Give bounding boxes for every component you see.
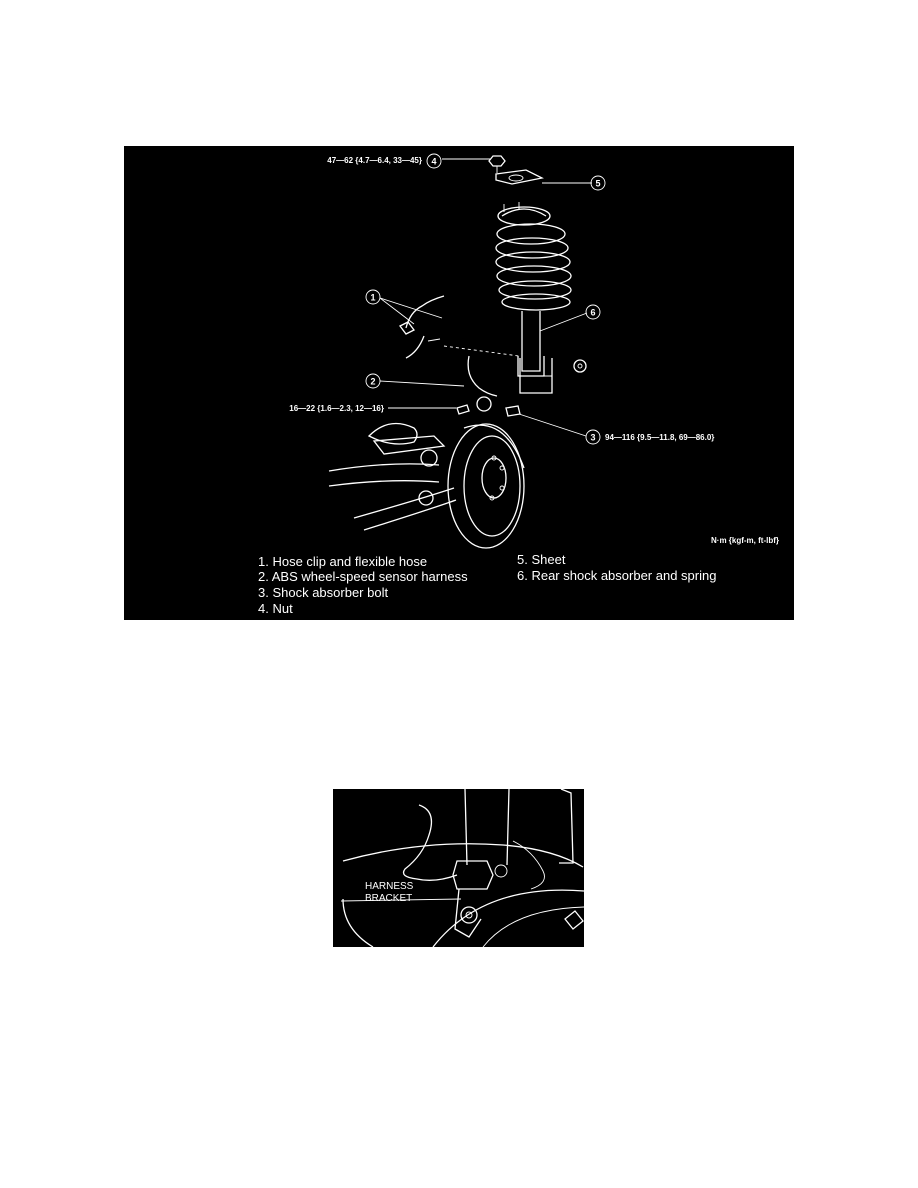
legend-item-1: 1. Hose clip and flexible hose [258, 554, 428, 569]
shock-absorber-body [518, 311, 552, 393]
legend-item-6: 6. Rear shock absorber and spring [517, 568, 717, 583]
svg-text:5: 5 [595, 178, 601, 189]
svg-text:1: 1 [370, 292, 376, 303]
body-panel-line [343, 844, 583, 867]
suspension-arms [329, 424, 456, 531]
mount-nut-right [574, 360, 586, 372]
callout-6 [586, 305, 600, 319]
coil-spring [496, 224, 571, 310]
harness-bracket-drawing [333, 789, 584, 947]
torque-nut: 47—62 {4.7—6.4, 33—45} [327, 156, 422, 165]
legend-item-3: 3. Shock absorber bolt [258, 585, 389, 600]
nut-part [489, 156, 505, 173]
callout-1 [366, 290, 380, 304]
torque-sensor-bolt: 16—22 {1.6—2.3, 12—16} [289, 404, 384, 413]
sensor-bolt [457, 405, 469, 414]
harness-label-line2: BRACKET [365, 893, 413, 904]
exploded-view-drawing [124, 146, 794, 620]
legend-item-4: 4. Nut [258, 601, 293, 616]
torque-shock-bolt: 94—116 {9.5—11.8, 69—86.0} [605, 433, 715, 442]
harness-wire [404, 805, 458, 880]
svg-text:6: 6 [590, 307, 596, 318]
callout-2 [366, 374, 380, 388]
parts-legend [258, 552, 716, 616]
harness-bracket-diagram [333, 789, 584, 947]
leader-lines [380, 156, 592, 436]
rotor-arc-inner [483, 907, 584, 947]
legend-item-2: 2. ABS wheel-speed sensor harness [258, 569, 468, 584]
sheet-part [496, 170, 542, 184]
exploded-view-diagram [124, 146, 794, 620]
upper-mount-part [498, 202, 550, 225]
callout-4 [427, 154, 441, 168]
legend-item-5: 5. Sheet [517, 552, 566, 567]
callout-3 [586, 430, 600, 444]
callout-5 [591, 176, 605, 190]
tire-arc [343, 899, 373, 947]
right-bracket [559, 789, 573, 863]
harness-label-line1: HARNESS [365, 881, 414, 892]
svg-text:3: 3 [590, 432, 596, 443]
shock-bolt [506, 406, 520, 416]
flexible-hose [400, 296, 444, 358]
hub-nut [565, 911, 583, 929]
brake-disc [448, 424, 524, 548]
clamp-bracket [453, 861, 507, 937]
torque-units: N·m {kgf-m, ft-lbf} [711, 536, 779, 545]
svg-text:4: 4 [431, 156, 437, 167]
abs-harness [468, 356, 497, 411]
shock-tube [465, 789, 509, 865]
svg-text:2: 2 [370, 376, 376, 387]
